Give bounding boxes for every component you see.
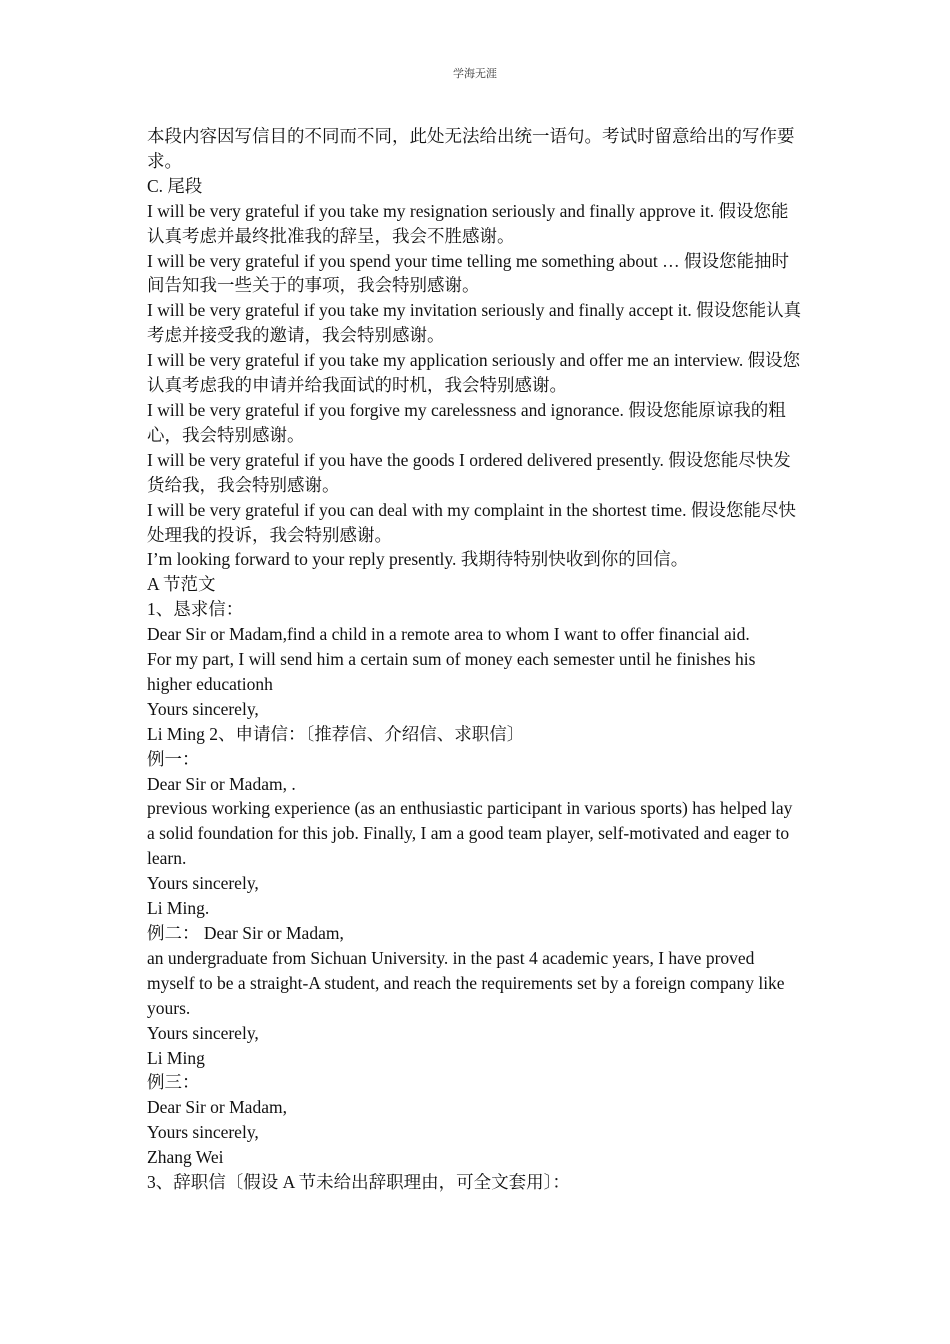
- letter-signature: Li Ming: [147, 1047, 205, 1068]
- paragraph: I will be very grateful if you take my application seriously and offer me an interview. 假设您认真考虑我的申请并给我面试的时机，我会特别感谢。: [147, 350, 801, 396]
- paragraph: I will be very grateful if you have the goods I ordered delivered presently. 假设您能尽快发货给我，我会特别感谢。: [147, 449, 791, 495]
- section-heading: A 节范文: [147, 574, 216, 595]
- letter-line: an undergraduate from Sichuan University. in the past 4 academic years, I have proved myself to be a straight-A student, and reach the requirements set by a foreign company like yours.: [147, 947, 785, 1018]
- letter-greeting: Dear Sir or Madam,: [147, 1097, 287, 1118]
- subsection-heading: 3、辞职信〔假设 A 节未给出辞职理由，可全文套用〕：: [147, 1172, 570, 1193]
- paragraph: I will be very grateful if you forgive my carelessness and ignorance. 假设您能原谅我的粗心，我会特别感谢。: [147, 399, 786, 445]
- letter-closing: Yours sincerely,: [147, 1022, 259, 1043]
- letter-closing: Yours sincerely,: [147, 698, 259, 719]
- letter-signature: Zhang Wei: [147, 1147, 224, 1168]
- paragraph: I will be very grateful if you take my invitation seriously and finally accept it. 假设您能认真考虑并接受我的邀请，我会特别感谢。: [147, 300, 802, 346]
- section-heading: C. 尾段: [147, 175, 203, 196]
- letter-greeting: Dear Sir or Madam, .: [147, 773, 296, 794]
- paragraph: I will be very grateful if you can deal with my complaint in the shortest time. 假设您能尽快处理我的投诉，我会特别感谢。: [147, 499, 796, 545]
- page-header: 学海无涯: [453, 68, 497, 80]
- paragraph: I will be very grateful if you take my resignation seriously and finally approve it. 假设您能认真考虑并最终批准我的辞呈，我会不胜感谢。: [147, 200, 789, 246]
- example-label: 例一：: [147, 748, 200, 769]
- subsection-heading: 1、恳求信：: [147, 599, 244, 620]
- letter-signature: Li Ming 2、申请信：〔推荐信、介绍信、求职信〕: [147, 723, 525, 744]
- letter-line: For my part, I will send him a certain sum of money each semester until he finishes his higher educationh: [147, 649, 756, 694]
- letter-closing: Yours sincerely,: [147, 1122, 259, 1143]
- document-body: [147, 124, 803, 1195]
- letter-closing: Yours sincerely,: [147, 873, 259, 894]
- letter-line: Dear Sir or Madam,find a child in a remote area to whom I want to offer financial aid.: [147, 624, 750, 645]
- paragraph: I will be very grateful if you spend your time telling me something about … 假设您能抽时间告知我一些关于的事项，我会特别感谢。: [147, 250, 790, 296]
- example-label: 例二： Dear Sir or Madam,: [147, 923, 344, 943]
- paragraph: I’m looking forward to your reply presently. 我期待特别快收到你的回信。: [147, 549, 689, 570]
- example-label: 例三：: [147, 1072, 200, 1093]
- letter-line: previous working experience (as an enthusiastic participant in various sports) has helped lay a solid foundation for this job. Finally, I am a good team player, self-motivated and eager to learn.: [147, 798, 793, 869]
- paragraph: 本段内容因写信目的不同而不同，此处无法给出统一语句。考试时留意给出的写作要求。: [147, 126, 795, 171]
- letter-signature: Li Ming.: [147, 898, 210, 919]
